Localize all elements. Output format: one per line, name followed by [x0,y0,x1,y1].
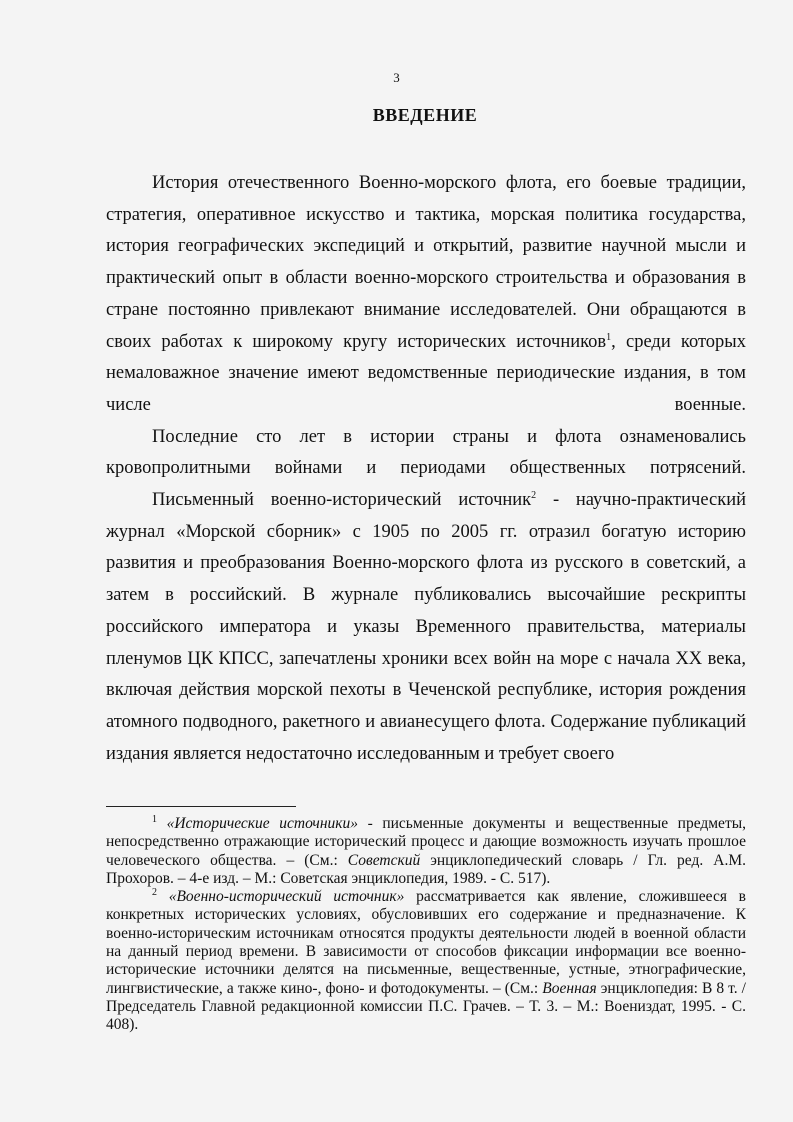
paragraph-1-text-b: , среди которых немаловажное значение имеют ведомственные периодические издания, в том числе военные. [106,331,746,415]
footnote-1 [106,815,746,888]
paragraph-3-text-a: Письменный военно-исторический источник [152,490,532,511]
paragraph-2: Последние сто лет в истории страны и флота ознаменовались кровопролитными войнами и периодами общественных потрясений. [106,426,746,479]
footnote-1-mark: 1 [152,813,157,825]
body-text [106,168,746,770]
section-heading: ВВЕДЕНИЕ [372,105,478,125]
footnote-2-text-2: энциклопедия: В 8 т. / Председатель Главной редакционной комиссии П.С. Грачев. – Т. 3. – М.: Воениздат, 1995. - С. 408). [106,979,746,1034]
footnote-ref-1: 1 [606,331,612,343]
paragraph-3-text-b: - научно-практический журнал «Морской сборник» с 1905 по 2005 гг. отразил богатую историю развития и преобразования Военно-морского флота из русского в советский, а затем в российский. В журнале публиковались высочайшие рескрипты российского императора и указы Временного правительства, материалы пленумов ЦК КПСС, запечатлены хроники всех войн на море с начала XX века, включая действия морской пехоты в Чеченской республике, история рождения атомного подводного, ракетного и авианесущего флота. Содержание публикаций издания является недостаточно исследованным и требует своего [106,490,746,764]
footnote-separator [106,806,296,807]
footnote-ref-2: 2 [531,489,537,501]
footnote-2 [106,888,746,1034]
page-number: 3 [393,70,400,85]
footnotes [106,815,746,1035]
footnote-2-text: рассматривается как явление, сложившееся в конкретных исторических условиях, обусловивших его содержание и предназначение. К военно-историческим источникам относятся продукты деятельности людей в военной области на данный период времени. В зависимости от способов фиксации информации все военно-исторические источники делятся на письменные, вещественные, устные, этнографические, лингвистические, а также кино-, фоно- и фотодокументы. – (См.: [106,888,746,997]
footnote-1-text: - письменные документы и вещественные предметы, непосредственно отражающие исторический процесс и дающие возможность изучать прошлое человеческого общества. – (См.: [106,815,747,869]
paragraph-3 [106,485,746,770]
footnote-2-term: «Военно-исторический источник» [168,888,405,906]
footnote-1-text-2: энциклопедический словарь / Гл. ред. А.М. Прохоров. – 4-е изд. – М.: Советская энциклопедия, 1989. - С. 517). [106,851,746,887]
paragraph-1-text-a: История отечественного Военно-морского флота, его боевые традиции, стратегия, оперативное искусство и тактика, морская политика государства, история географических экспедиций и открытий, развитие научной мысли и практический опыт в области военно-морского строительства и образования в стране постоянно привлекают внимание исследователей. Они обращаются в своих работах к широкому кругу исторических источников [106,173,746,352]
footnote-1-italic-ref: Советский [347,851,421,869]
footnote-2-italic-ref: Военная [542,979,597,997]
footnote-1-term: «Исторические источники» [166,815,359,832]
footnote-2-mark: 2 [152,887,157,899]
paragraph-1 [106,168,746,422]
